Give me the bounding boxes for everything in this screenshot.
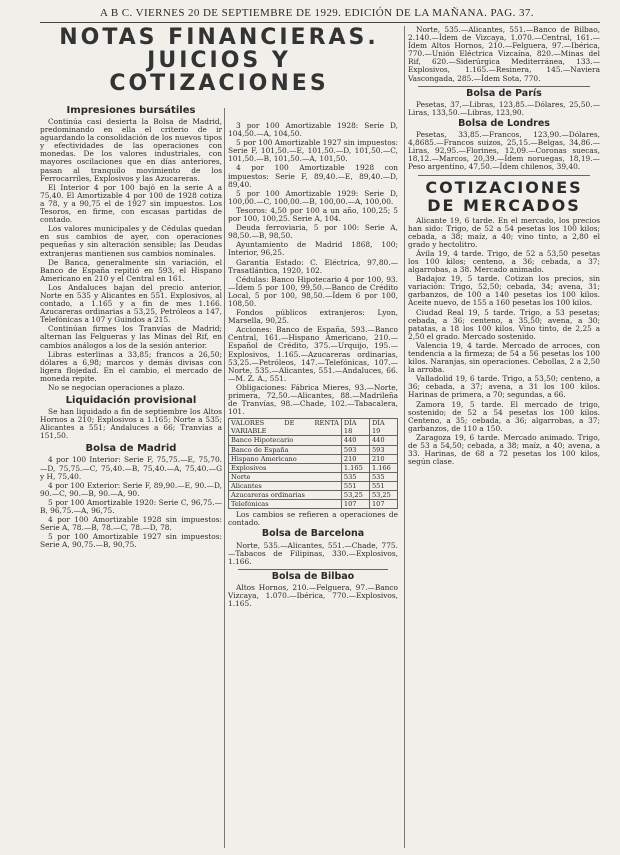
- section-heading: Impresiones bursátiles: [66, 105, 196, 116]
- table-row: [229, 500, 398, 509]
- paragraph: Ayuntamiento de Madrid 1868, 100; Interior, 96,25.: [228, 240, 398, 258]
- paragraph: El Interior 4 por 100 bajó en la serie A a 75,40. El Amortizable 4 por 100 de 1928 cotiza a 78, y a 90,75 el de 1927 sin impuestos. Los Tesoros, en firme, con escasas partidas de contado.: [40, 182, 222, 225]
- paragraph: Continúan firmes los Tranvías de Madrid; alternan las Felgueras y las Minas del Rif, en cambios análogos a los de la sesión anterior.: [40, 324, 222, 350]
- paragraph: Fondos públicos extranjeros: Lyon, Marsella, 90,25.: [228, 308, 398, 326]
- section-heading: Bolsa de Londres: [458, 117, 550, 129]
- paragraph: No se negocian operaciones a plazo.: [48, 383, 185, 392]
- paragraph: 5 por 100 Amortizable 1927 sin impuestos: Serie A, 90,75.—B, 90,75.: [40, 532, 222, 550]
- paragraph: 3 por 100 Amortizable 1928: Serie D, 104,50.—A, 104,50.: [228, 122, 398, 139]
- table-cell: 551: [341, 481, 369, 490]
- section-heading: Bolsa de París: [466, 87, 542, 99]
- paragraph: Cédulas: Banco Hipotecario 4 por 100, 93.—Ídem 5 por 100, 99,50.—Banco de Crédito Local, 5 por 100, 98,50.—Ídem 6 por 100, 108,50.: [228, 274, 398, 308]
- table-cell: 593: [369, 445, 397, 454]
- table-cell: Banco Hipotecario: [229, 436, 342, 445]
- paragraph: Zamora 19, 5 tarde. El mercado de trigo, sostenido; de 52 a 54 pesetas los 100 kilos. Centeno, a 35; cebada, a 36; algarrobas, a 37; garbanzos, de 110 a 150.: [408, 399, 600, 433]
- paragraph: Obligaciones: Fábrica Mieres, 93.—Norte, primera, 72,50.—Alicantes, 88.—Madrileña de Tranvías, 98.—Chade, 102.—Tabacalera, 101.: [228, 382, 398, 417]
- paragraph: Pesetas, 33,85.—Francos, 123,90.—Dólares, 4,8685.—Francos suizos, 25,15.—Belgas, 34,86.—Liras, 92,95.—Florines, 12,09.—Coronas suecas, 18,12.—Marcos, 20,39.—Ídem noruegas, 18,19.—Peso argentino, 47,50.—Ídem chilenos, 39,40.: [408, 130, 600, 172]
- table-cell: 53,25: [341, 491, 369, 500]
- table-cell: Hispano Americano: [229, 454, 342, 463]
- divider: [418, 175, 590, 176]
- table-row: [229, 436, 398, 445]
- table-cell: Alicantes: [229, 481, 342, 490]
- table-cell: Telefónicas: [229, 500, 342, 509]
- column-middle: [228, 122, 398, 848]
- paragraph: Continúa casi desierta la Bolsa de Madrid, predominando en ella el criterio de ir aguardando la consolidación de los nuevos tipos y efectividades de las operaciones con monedas. De los valores industriales, con mayores oscilaciones que en días anteriores, pasan al tranquilo movimiento de los Ferrocarriles, Explosivos y las Azucareras.: [40, 117, 222, 183]
- table-cell: Banco de España: [229, 445, 342, 454]
- table-cell: 53,25: [369, 491, 397, 500]
- paragraph: Altos Hornos, 210.—Felguera, 97.—Banco Vizcaya, 1.070.—Ibérica, 770.—Explosivos, 1.165.: [228, 582, 398, 609]
- table-cell: Azucareras ordinarias: [229, 491, 342, 500]
- paragraph: Ávila 19, 4 tarde. Trigo, de 52 a 53,50 pesetas los 100 kilos; centeno, a 36; cebada, a 37; algarrobas, a 38. Mercado animado.: [408, 248, 600, 275]
- main-title: NOTAS FINANCIERAS. JUICIOS Y COTIZACIONES: [59, 26, 379, 96]
- table-cell: 107: [369, 500, 397, 509]
- table-cell: 107: [341, 500, 369, 509]
- paragraph: Valladolid 19, 6 tarde. Trigo, a 53,50; centeno, a 36; cebada, a 37; avena, a 31 los 100 kilos. Harinas de primera, a 70; segundas, a 66.: [408, 374, 600, 400]
- table-row: [229, 481, 398, 490]
- section-heading: Liquidación provisional: [65, 395, 197, 407]
- paragraph: Zaragoza 19, 6 tarde. Mercado animado. Trigo, de 53 a 54,50; cebada, a 38; maíz, a 40; avena, a 33. Harinas, de 68 a 72 pesetas los 100 kilos, según clase.: [408, 432, 600, 467]
- table-header: DÍA 19: [369, 419, 397, 436]
- paragraph: Los Andaluces bajan del precio anterior, Norte en 535 y Alicantes en 551. Explosivos, al contado, a 1.165 y a fin de mes 1.166. Azucareras ordinarias a 53,25, Petróleos a 147, Telefónicas a 107 y Guindos a 215.: [40, 282, 222, 325]
- section-heading-large: COTIZACIONES DE MERCADOS: [425, 177, 583, 215]
- section-heading: Bolsa de Madrid: [85, 443, 177, 455]
- column-divider: [224, 108, 225, 848]
- paragraph: Acciones: Banco de España, 593.—Banco Central, 161.—Hispano Americano, 210.—Español de Crédito, 375.—Urquijo, 195.—Explosivos, 1.165.—Azucareras ordinarias, 53,25.—Petróleos, 147.—Telefónicas, 107.—Norte, 535.—Alicantes, 551.—Andaluces, 66.—M. Z. A., 551.: [228, 325, 398, 383]
- paragraph: Valencia 19, 4 tarde. Mercado de arroces, con tendencia a la firmeza; de 54 a 56 pesetas los 100 kilos. Naranjas, sin operaciones. Cebollas, 2 a 2,50 la arroba.: [408, 340, 600, 375]
- table-cell: 440: [341, 436, 369, 445]
- paragraph: 4 por 100 Exterior: Serie F, 89,90.—E, 90.—D, 90.—C, 90.—B, 90.—A, 90.: [40, 480, 222, 498]
- column-left-body: [40, 102, 222, 551]
- paragraph: 4 por 100 Amortizable 1928 sin impuestos: Serie A, 78.—B, 78.—C, 78.—D, 78.: [40, 515, 222, 533]
- paragraph: Norte, 535.—Alicantes, 551.—Banco de Bilbao, 2.140.—Ídem de Vizcaya, 1.070.—Central, 161.—Ídem Altos Hornos, 210.—Felguera, 97.—Ibérica, 770.—Unión Eléctrica Vizcaína, 820.—Minas del Rif, 620.—Siderúrgica Mediterránea, 133.—Explosivos, 1.165.—Resinera, 145.—Naviera Vascongada, 285.—Ídem Sota, 770.: [408, 26, 600, 83]
- table-header: DÍA 18: [341, 419, 369, 436]
- paragraph: 5 por 100 Amortizable 1927 sin impuestos: Serie F, 101,50.—E, 101,50.—D, 101,50.—C, 101,50.—B, 101,50.—A, 101,50.: [228, 138, 398, 164]
- table-row: [229, 491, 398, 500]
- section-heading: Bolsa de Barcelona: [261, 528, 365, 540]
- header-rule: [40, 22, 600, 23]
- table-cell: 593: [341, 445, 369, 454]
- paragraph: 4 por 100 Interior: Serie F, 75,75.—E, 75,70.—D, 75,75.—C, 75,40.—B, 75,40.—A, 75,40.—G y H, 75,40.: [40, 455, 222, 481]
- table-cell: Explosivos: [229, 463, 342, 472]
- table-row: [229, 445, 398, 454]
- table-caption: VALORES DE RENTA VARIABLE: [229, 419, 342, 436]
- column-right: [408, 26, 600, 852]
- divider: [238, 569, 388, 570]
- paragraph: Pesetas, 37,—Libras, 123,85.—Dólares, 25,50.—Liras, 133,50.—Libras, 123,90.: [408, 99, 600, 117]
- paragraph: Tesoros: 4,50 por 100 a un año, 100,25; 5 por 100, 100,25. Serie A, 104.: [228, 205, 398, 224]
- paragraph: Garantía Estado: C. Eléctrica, 97,80.—Trasatlántica, 1920, 102.: [228, 257, 398, 275]
- quotes-table: [228, 418, 398, 509]
- table-cell: 551: [369, 481, 397, 490]
- paragraph: Ciudad Real 19, 5 tarde. Trigo, a 53 pesetas; cebada, a 36; centeno, a 35,50; avena, a 30; patatas, a 18 los 100 kilos. Vino tinto, de 2,25 a 2,50 el grado. Mercado sostenido.: [408, 307, 600, 341]
- column-divider: [404, 26, 405, 848]
- divider: [418, 86, 590, 87]
- table-row: [229, 472, 398, 481]
- table-cell: 210: [369, 454, 397, 463]
- table-cell: 210: [341, 454, 369, 463]
- table-cell: 440: [369, 436, 397, 445]
- table-row: [229, 463, 398, 472]
- table-cell: 535: [369, 472, 397, 481]
- paragraph: Los valores municipales y de Cédulas quedan en sus cambios de ayer, con operaciones pequeñas y sin alteración sensible; las Deudas extranjeras mantienen sus cambios nominales.: [40, 224, 222, 258]
- paragraph: Se han liquidado a fin de septiembre los Altos Hornos a 210; Explosivos a 1.165; Norte a 535; Alicantes a 551; Andaluces a 66; Tranvías a 151,50.: [40, 407, 222, 441]
- paragraph: Deuda ferroviaria, 5 por 100: Serie A, 98,50.—B, 98,50.: [228, 223, 398, 241]
- table-cell: Norte: [229, 472, 342, 481]
- paragraph: 4 por 100 Amortizable 1928 con impuestos: Serie F, 89,40.—E, 89,40.—D, 89,40.: [228, 163, 398, 189]
- paragraph: Libras esterlinas a 33,85; francos a 26,50; dólares a 6,98; marcos y demás divisas con ligera flojedad. En el cambio, el mercado de moneda repite.: [40, 349, 222, 383]
- table-note: Los cambios se refieren a operaciones de contado.: [228, 510, 398, 528]
- table-cell: 1.165: [341, 463, 369, 472]
- paragraph: 5 por 100 Amortizable 1929: Serie D, 100,00.—C, 100,00.—B, 100,00.—A, 100,00.: [228, 188, 398, 206]
- table-cell: 535: [341, 472, 369, 481]
- table-cell: 1.166: [369, 463, 397, 472]
- paragraph: Alicante 19, 6 tarde. En el mercado, los precios han sido: Trigo, de 52 a 54 pesetas los 100 kilos; cebada, a 38; maíz, a 40; vino tinto, a 2,80 el grado y hectolitro.: [408, 215, 600, 249]
- paragraph: Norte, 535.—Alicantes, 551.—Chade, 775.—Tabacos de Filipinas, 330.—Explosivos, 1.166.: [228, 540, 398, 566]
- table-row: [229, 454, 398, 463]
- section-heading: Bolsa de Bilbao: [271, 570, 355, 582]
- paragraph: De Banca, generalmente sin variación, el Banco de España repitió en 593, el Hispano Americano en 210 y el Central en 161.: [40, 257, 222, 283]
- running-head: A B C. VIERNES 20 DE SEPTIEMBRE DE 1929. EDICIÓN DE LA MAÑANA. PAG. 37.: [100, 7, 534, 19]
- paragraph: 5 por 100 Amortizable 1920: Serie C, 96,75.—B, 96,75.—A, 96,75.: [40, 497, 222, 516]
- paragraph: Badajoz 19, 5 tarde. Cotizan los precios, sin variación: Trigo, 52,50; cebada, 34; avena, 31; garbanzos, de 100 a 140 pesetas los 100 kilos. Aceite nuevo, de 155 a 160 pesetas los 100 kilos.: [408, 274, 600, 308]
